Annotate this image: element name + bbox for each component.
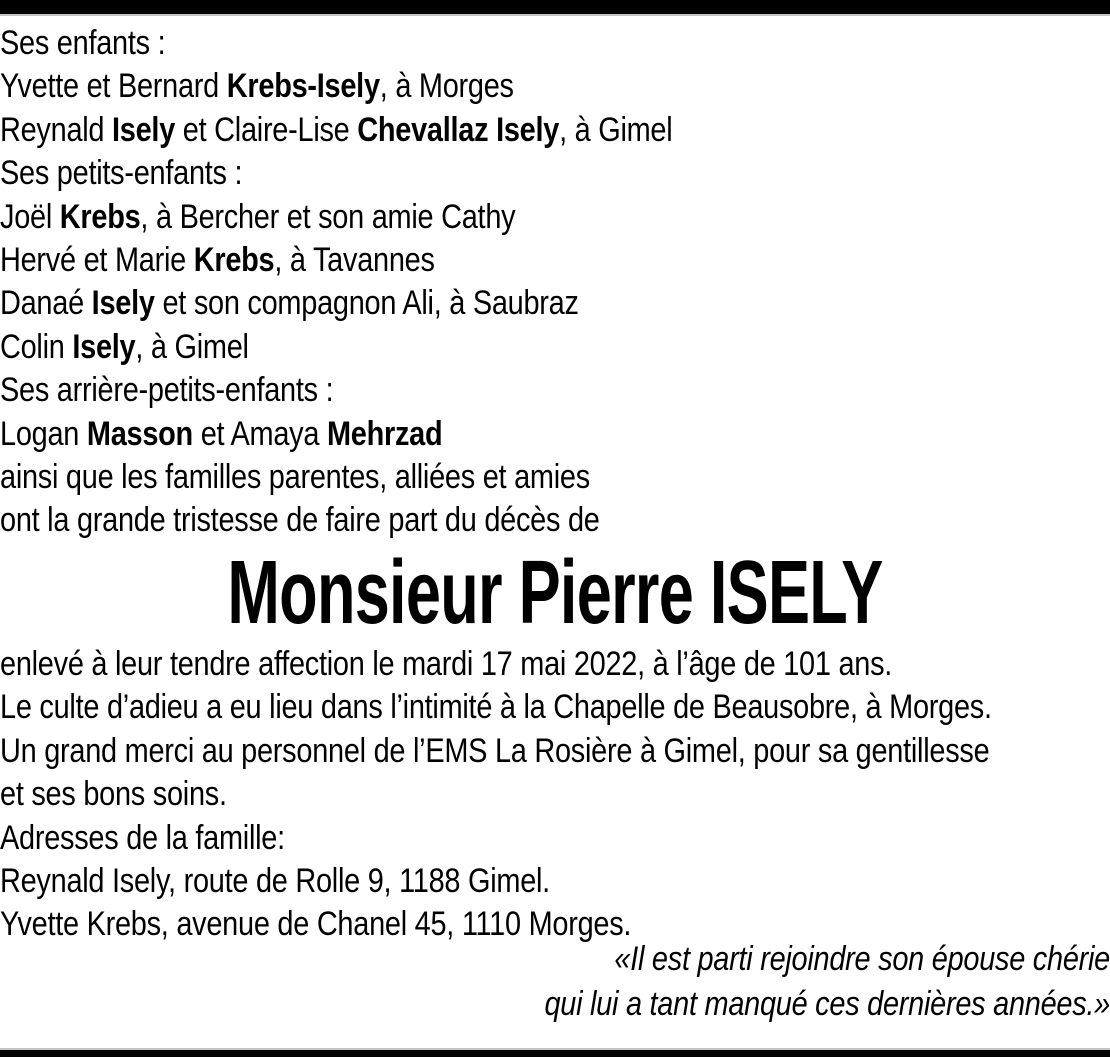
surname-bold: Isely [72, 327, 136, 366]
family-line-text: Joël [0, 197, 60, 236]
family-line [0, 326, 944, 369]
family-line [0, 65, 944, 108]
detail-line [0, 730, 990, 773]
family-line-text: Yvette et Bernard [0, 67, 227, 106]
family-line [0, 109, 944, 152]
family-line [0, 196, 944, 239]
family-line [0, 499, 944, 542]
detail-line-text: Un grand merci au personnel de l’EMS La Rosière à Gimel, pour sa gentillesse [0, 731, 990, 770]
family-line [0, 369, 944, 412]
family-line-text: et Amaya [192, 414, 327, 453]
surname-bold: Mehrzad [326, 414, 443, 453]
surname-bold: Krebs [59, 197, 141, 236]
family-line [0, 22, 944, 65]
detail-line [0, 773, 944, 816]
family-line [0, 239, 944, 282]
detail-line-text: enlevé à leur tendre affection le mardi 17 mai 2022, à l’âge de 101 ans. [0, 644, 893, 683]
family-line-text: , à Gimel [559, 110, 673, 149]
detail-line [0, 860, 944, 903]
surname-bold: Chevallaz Isely [357, 110, 560, 149]
family-line-text: ainsi que les familles parentes, alliées et amies [0, 458, 590, 497]
family-line-text: ont la grande tristesse de faire part du décès de [0, 501, 600, 540]
detail-line [0, 817, 944, 860]
closing-quote-line: qui lui a tant manqué ces dernières années.» [544, 984, 1110, 1023]
closing-quote-line: «Il est parti rejoindre son épouse chérie [614, 939, 1110, 978]
top-hairline-rule [0, 14, 1110, 16]
family-line-text: , à Bercher et son amie Cathy [140, 197, 516, 236]
detail-line-text: Reynald Isely, route de Rolle 9, 1188 Gimel. [0, 861, 550, 900]
family-line-text: Ses petits-enfants : [0, 154, 243, 193]
family-line-text: Ses enfants : [0, 24, 166, 62]
family-line-text: , à Gimel [135, 327, 249, 366]
family-line-text: Reynald [0, 110, 113, 149]
family-line-text: Ses arrière-petits-enfants : [0, 371, 334, 410]
family-line-text: Logan [0, 414, 87, 453]
detail-line-text: Le culte d’adieu a eu lieu dans l’intimité à la Chapelle de Beausobre, à Morges. [0, 688, 992, 727]
family-line [0, 152, 944, 195]
family-line-text: Danaé [0, 284, 92, 323]
family-line-text: et son compagnon Ali, à Saubraz [154, 284, 579, 323]
detail-line-text: Adresses de la famille: [0, 818, 285, 857]
detail-line-text: et ses bons soins. [0, 775, 227, 814]
surname-bold: Isely [112, 110, 176, 149]
detail-line [0, 643, 944, 686]
notice-body [0, 22, 1110, 1027]
detail-line-text: Yvette Krebs, avenue de Chanel 45, 1110 Morges. [0, 905, 632, 944]
top-border-bar [0, 0, 1110, 14]
deceased-name-title: Monsieur Pierre ISELY [227, 542, 883, 643]
surname-bold: Isely [91, 284, 155, 323]
family-line-text: Colin [0, 327, 73, 366]
family-line [0, 282, 944, 325]
family-line-text: , à Tavannes [274, 241, 435, 280]
family-line-text: et Claire-Lise [175, 110, 358, 149]
family-line [0, 456, 944, 499]
family-line [0, 413, 944, 456]
family-line-text: , à Morges [379, 67, 514, 106]
detail-line [0, 686, 992, 729]
surname-bold: Masson [86, 414, 193, 453]
surname-bold: Krebs-Isely [226, 67, 380, 106]
surname-bold: Krebs [193, 241, 275, 280]
closing-quote [0, 937, 1110, 1027]
family-line-text: Hervé et Marie [0, 241, 194, 280]
bottom-border-bar [0, 1050, 1110, 1057]
